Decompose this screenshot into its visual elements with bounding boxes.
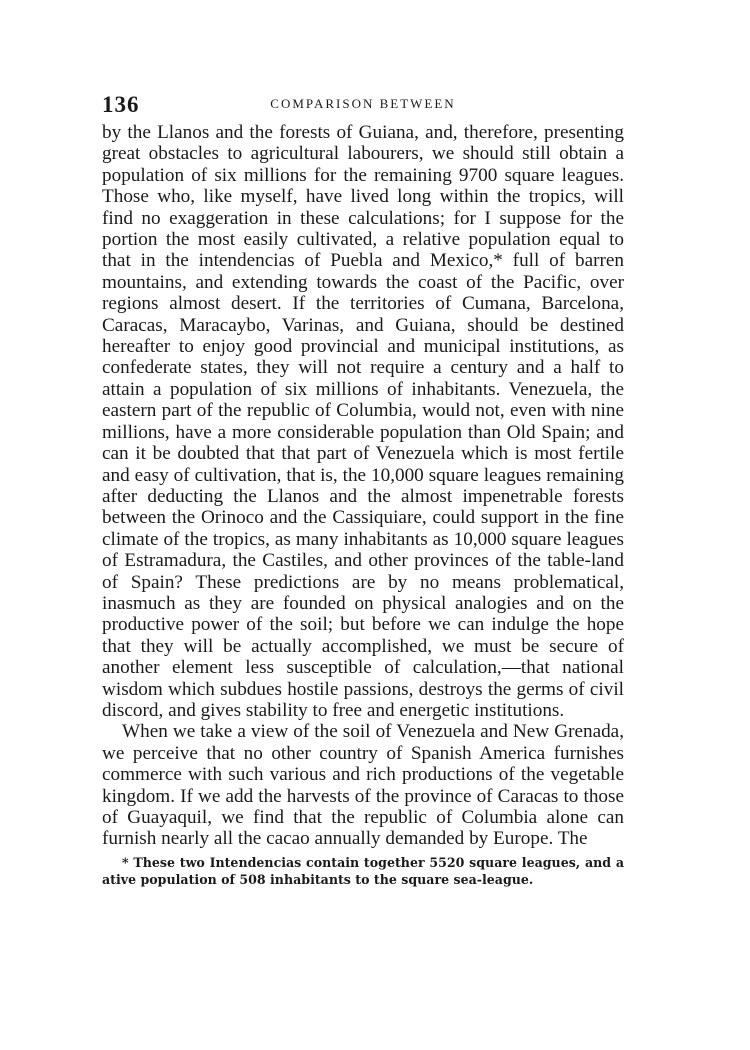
book-page: [102, 92, 624, 888]
paragraph-2: When we take a view of the soil of Venezuela and New Grenada, we perceive that no other country of Spanish America furnishes commerce with such various and rich productions of the vegetable kingdom. If we add the harvests of the province of Caracas to those of Guayaquil, we find that the republic of Columbia alone can furnish nearly all the cacao annually demanded by Europe. The: [102, 721, 624, 850]
footnote: * These two Intendencias contain together 5520 square leagues, and a ative population of 508 inhabitants to the square sea-league.: [102, 854, 624, 887]
running-head: COMPARISON BETWEEN: [270, 96, 456, 111]
paragraph-1: by the Llanos and the forests of Guiana, and, therefore, presenting great obstacles to agricultural labourers, we should still obtain a population of six millions for the remaining 9700 square leagues. Those who, like myself, have lived long within the tropics, will find no exaggeration in these calculations; for I suppose for the portion the most easily cultivated, a relative population equal to that in the intendencias of Puebla and Mexico,* full of barren mountains, and extending towards the coast of the Pacific, over regions almost desert. If the territories of Cumana, Barcelona, Caracas, Maracaybo, Varinas, and Guiana, should be destined hereafter to enjoy good provincial and municipal institutions, as confederate states, they will not require a century and a half to attain a population of six millions of inhabitants. Venezuela, the eastern part of the republic of Columbia, would not, even with nine millions, have a more considerable population than Old Spain; and can it be doubted that that part of Venezuela which is most fertile and easy of cultivation, that is, the 10,000 square leagues remaining after deducting the Llanos and the almost impenetrable forests between the Orinoco and the Cassiquiare, could support in the fine climate of the tropics, as many inhabitants as 10,000 square leagues of Estramadura, the Castiles, and other provinces of the table-land of Spain? These predictions are by no means problematical, inasmuch as they are founded on physical analogies and on the productive power of the soil; but before we can indulge the hope that they will be actually accomplished, we must be secure of another element less susceptible of calculation,—that national wisdom which subdues hostile passions, destroys the germs of civil discord, and gives stability to free and energetic institutions.: [102, 122, 624, 721]
page-header: [102, 92, 624, 122]
page-number: 136: [102, 92, 140, 117]
body-text: [102, 122, 624, 850]
